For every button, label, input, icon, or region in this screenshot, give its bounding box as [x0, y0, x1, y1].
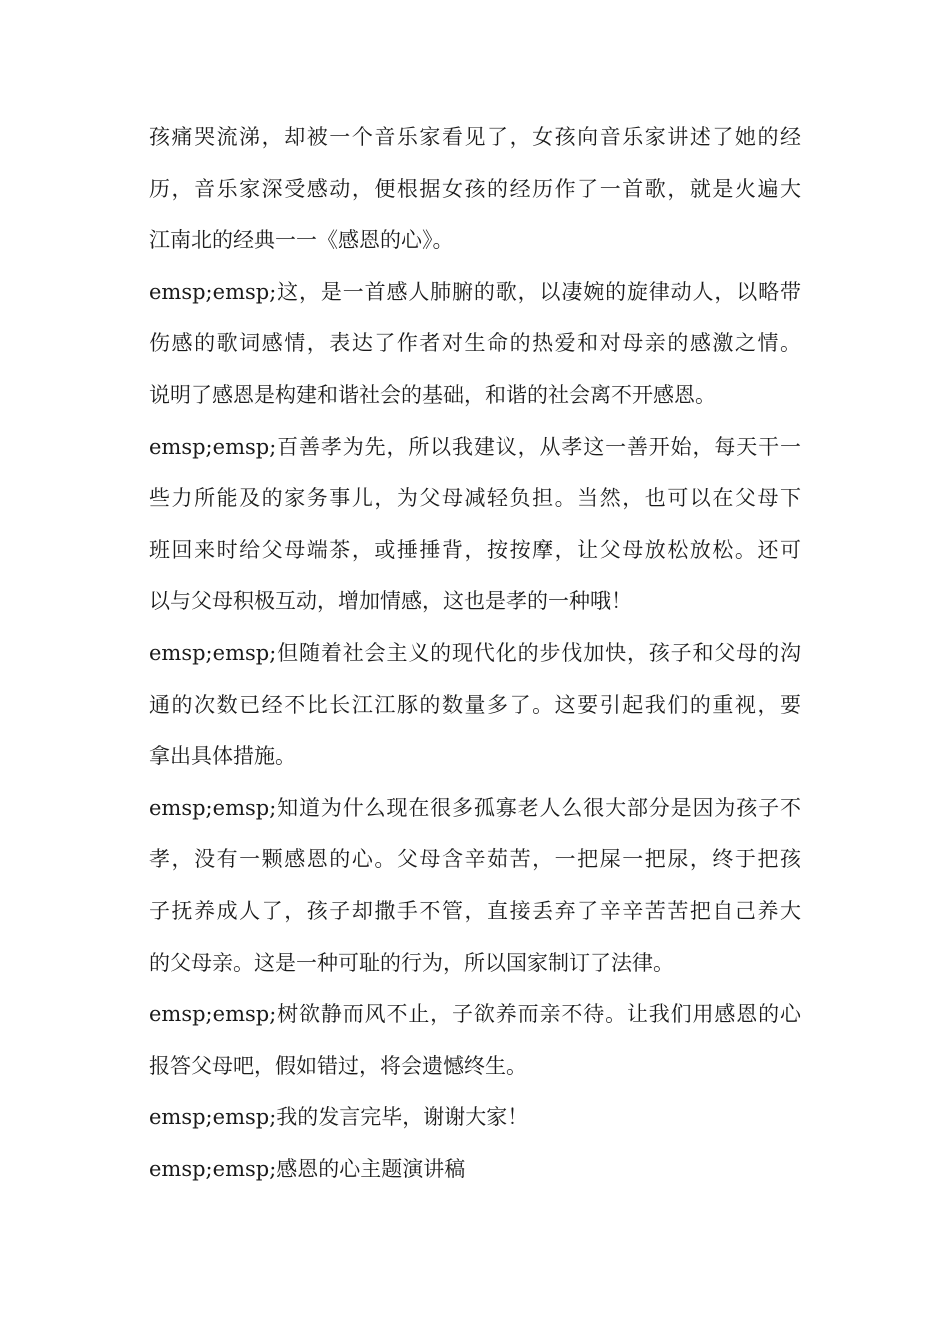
text-line: 江南北的经典一一《感恩的心》。 — [149, 228, 454, 253]
text-line: 历，音乐家深受感动，便根据女孩的经历作了一首歌，就是火遍大 — [149, 176, 801, 201]
text-line: emsp;emsp;这，是一首感人肺腑的歌，以凄婉的旋律动人，以略带 — [149, 279, 801, 304]
text-line: 通的次数已经不比长江江豚的数量多了。这要引起我们的重视，要 — [149, 692, 801, 717]
text-line: emsp;emsp;感恩的心主题演讲稿 — [149, 1156, 466, 1181]
text-line: 子抚养成人了，孩子却撒手不管，直接丢弃了辛辛苦苦把自己养大 — [149, 898, 801, 923]
text-line: 说明了感恩是构建和谐社会的基础，和谐的社会离不开感恩。 — [149, 382, 716, 407]
text-line: 的父母亲。这是一种可耻的行为，所以国家制订了法律。 — [149, 950, 674, 975]
text-line: emsp;emsp;知道为什么现在很多孤寡老人么很大部分是因为孩子不 — [149, 795, 801, 820]
text-line: 报答父母吧，假如错过，将会遗憾终生。 — [149, 1053, 527, 1078]
text-line: 孩痛哭流涕，却被一个音乐家看见了，女孩向音乐家讲述了她的经 — [149, 125, 801, 149]
text-line: emsp;emsp;百善孝为先，所以我建议，从孝这一善开始，每天干一 — [149, 434, 801, 459]
text-line: 伤感的歌词感情，表达了作者对生命的热爱和对母亲的感激之情。 — [149, 331, 801, 356]
text-line: 孝，没有一颗感恩的心。父母含辛茹苦，一把屎一把尿，终于把孩 — [149, 847, 801, 872]
text-line: emsp;emsp;但随着社会主义的现代化的步伐加快，孩子和父母的沟 — [149, 640, 801, 665]
text-line: 班回来时给父母端茶，或捶捶背，按按摩，让父母放松放松。还可 — [149, 537, 801, 562]
text-line: emsp;emsp;树欲静而风不止，子欲养而亲不待。让我们用感恩的心 — [149, 1002, 801, 1027]
text-line: 拿出具体措施。 — [149, 744, 296, 769]
text-line: 以与父母积极互动，增加情感，这也是孝的一种哦！ — [149, 589, 632, 614]
text-line: 些力所能及的家务事儿，为父母减轻负担。当然，也可以在父母下 — [149, 486, 801, 511]
text-line: emsp;emsp;我的发言完毕，谢谢大家！ — [149, 1105, 529, 1130]
document-body — [149, 112, 801, 1195]
